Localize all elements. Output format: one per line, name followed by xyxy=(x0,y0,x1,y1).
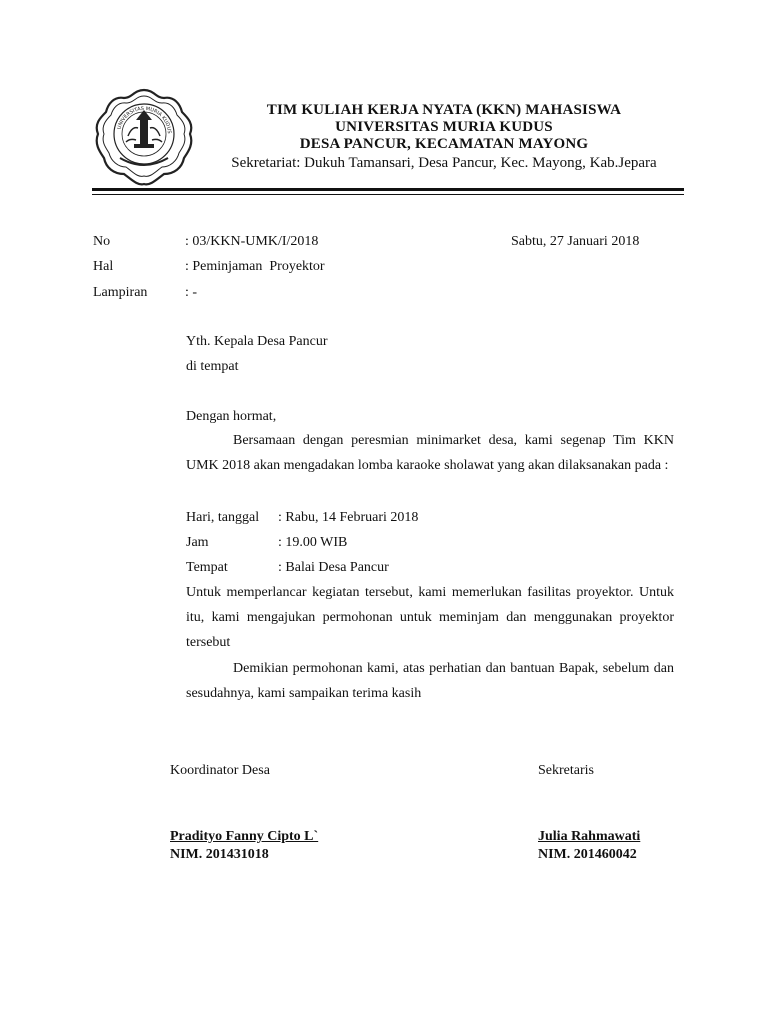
hal-value: : Peminjaman Proyektor xyxy=(185,259,325,274)
paragraph-3-text: Demikian permohonan kami, atas perhatian dan bantuan Bapak, sebelum dan sesudahnya, kami sampaikan terima kasih xyxy=(186,661,674,701)
right-signatory-role: Sekretaris xyxy=(538,763,594,778)
lampiran-value: : - xyxy=(185,285,198,300)
lampiran-label: Lampiran xyxy=(93,285,148,300)
letterhead-text xyxy=(204,102,684,173)
paragraph-1-text: Bersamaan dengan peresmian minimarket desa, kami segenap Tim KKN UMK 2018 akan mengadakan lomba karaoke sholawat yang akan dilaksanakan pada : xyxy=(186,433,674,473)
greeting: Dengan hormat, xyxy=(186,409,277,424)
letterhead-divider-thick xyxy=(92,188,684,191)
recipient-line-1: Yth. Kepala Desa Pancur xyxy=(186,334,328,349)
letterhead-divider-thin xyxy=(92,194,684,195)
paragraph-2 xyxy=(186,580,674,655)
no-value: : 03/KKN-UMK/I/2018 xyxy=(185,234,319,249)
detail-value-time: : 19.00 WIB xyxy=(278,535,348,550)
paragraph-3 xyxy=(186,656,674,706)
letterhead-line-2: UNIVERSITAS MURIA KUDUS xyxy=(335,119,553,135)
detail-label-place: Tempat xyxy=(186,560,228,575)
right-signatory-name: Julia Rahmawati xyxy=(538,829,641,844)
hal-label: Hal xyxy=(93,259,114,274)
paragraph-1 xyxy=(186,428,674,478)
detail-value-day: : Rabu, 14 Februari 2018 xyxy=(278,510,419,525)
left-signatory-role: Koordinator Desa xyxy=(170,763,270,778)
university-seal-logo xyxy=(90,86,198,190)
detail-label-day: Hari, tanggal xyxy=(186,510,260,525)
paragraph-2-text: Untuk memperlancar kegiatan tersebut, kami memerlukan fasilitas proyektor. Untuk itu, kami mengajukan permohonan untuk meminjam dan menggunakan proyektor tersebut xyxy=(186,585,674,650)
left-signatory-nim: NIM. 201431018 xyxy=(170,847,269,862)
detail-label-time: Jam xyxy=(186,535,209,550)
recipient-line-2: di tempat xyxy=(186,359,239,374)
left-signatory-name: Pradityo Fanny Cipto L` xyxy=(170,829,319,844)
letterhead-line-1: TIM KULIAH KERJA NYATA (KKN) MAHASISWA xyxy=(266,102,622,118)
logo-text: UNIVERSITAS MURIA KUDUS xyxy=(116,105,173,134)
letterhead-line-3: DESA PANCUR, KECAMATAN MAYONG xyxy=(299,136,589,152)
detail-value-place: : Balai Desa Pancur xyxy=(278,560,389,575)
letterhead xyxy=(90,86,684,196)
letterhead-address: Sekretariat: Dukuh Tamansari, Desa Pancur, Kec. Mayong, Kab.Jepara xyxy=(231,155,657,171)
no-label: No xyxy=(93,234,111,249)
right-signatory-nim: NIM. 201460042 xyxy=(538,847,637,862)
letter-date: Sabtu, 27 Januari 2018 xyxy=(511,234,640,249)
